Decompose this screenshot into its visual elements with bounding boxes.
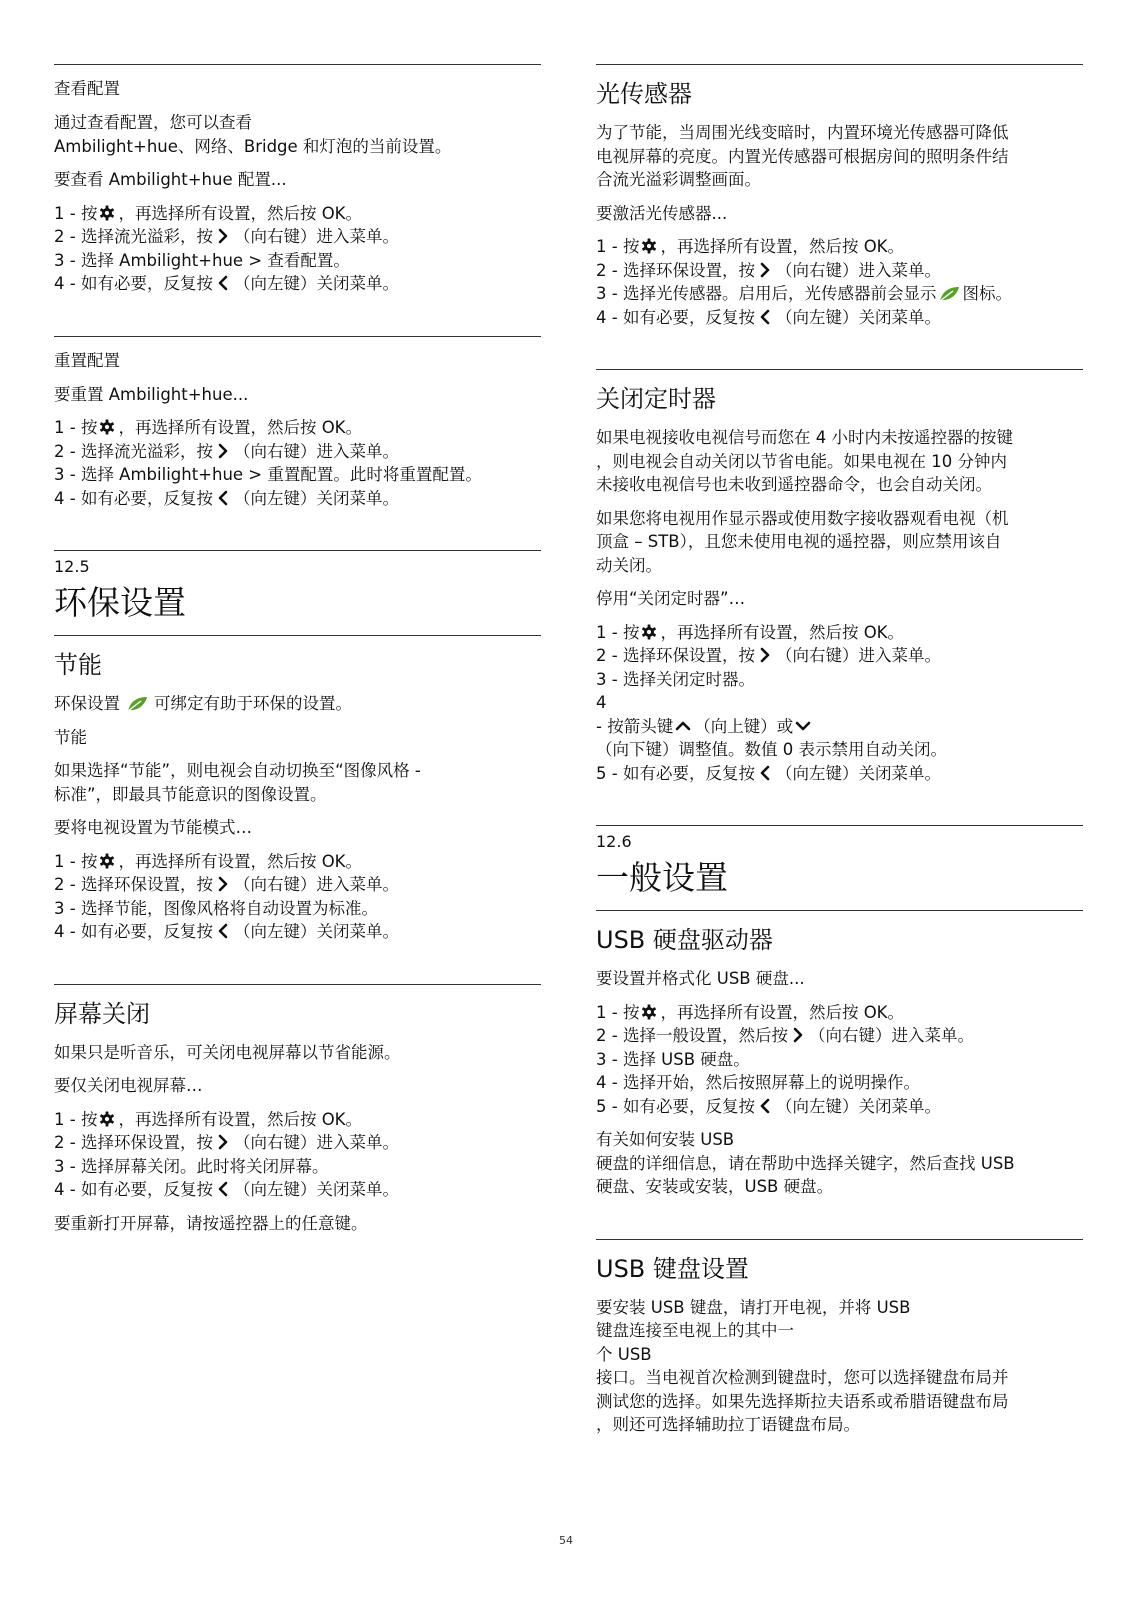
step-text: （向左键）关闭菜单。	[233, 1180, 399, 1199]
step-text: （向左键）关闭菜单。	[233, 274, 399, 293]
step-text: 5 - 如有必要，反复按	[596, 1096, 755, 1116]
gear-icon	[99, 853, 115, 869]
paragraph: 要安装 USB 键盘，请打开电视，并将 USB	[596, 1297, 911, 1317]
step-text: 4 - 如有必要，反复按	[54, 274, 213, 293]
step-text: - 按箭头键	[596, 716, 674, 736]
step	[54, 850, 541, 874]
section-title: 光传感器	[596, 80, 692, 108]
section-divider	[54, 984, 541, 985]
step-text: 2 - 选择环保设置，按	[54, 875, 213, 894]
chapter-title: 环保设置	[54, 583, 186, 622]
gear-icon	[641, 624, 657, 640]
chapter-title: 一般设置	[596, 858, 728, 897]
usb-keyboard-section	[596, 1239, 1083, 1437]
step-text: 2 - 选择环保设置，按	[596, 260, 755, 280]
section-title: 屏幕关闭	[54, 999, 150, 1028]
section-divider	[596, 64, 1083, 65]
step-text: （向左键）关闭菜单。	[775, 307, 941, 327]
paragraph: 如果只是听音乐，可关闭电视屏幕以节省能源。	[54, 1042, 401, 1062]
step-text: 5 - 如有必要，反复按	[596, 763, 755, 783]
chevron-right-icon	[757, 647, 773, 663]
chevron-right-icon	[215, 1134, 231, 1150]
screen-off-section	[54, 984, 541, 1236]
paragraph: 要仅关闭电视屏幕…	[54, 1076, 203, 1095]
left-column	[54, 64, 541, 1235]
step-text: ，再选择所有设置，然后按 OK。	[118, 851, 363, 871]
paragraph: 硬盘、安装或安装，USB 硬盘。	[596, 1177, 834, 1196]
paragraph: 硬盘的详细信息，请在帮助中选择关键字，然后查找 USB	[596, 1153, 1015, 1173]
paragraph: 要重新打开屏幕，请按遥控器上的任意键。	[54, 1213, 368, 1233]
step-text: 4 - 如有必要，反复按	[54, 488, 213, 508]
chevron-left-icon	[757, 1098, 773, 1114]
paragraph: 未接收电视信号也未收到遥控器命令，也会自动关闭。	[596, 475, 992, 494]
step-text: （向右键）进入菜单。	[808, 1026, 974, 1045]
step: 3 - 选择 Ambilight+hue > 查看配置。	[54, 250, 350, 270]
paragraph: 接口。当电视首次检测到键盘时，您可以选择键盘布局并	[596, 1368, 1009, 1387]
off-timer-section	[596, 369, 1083, 785]
step-text: 2 - 选择环保设置，按	[54, 1133, 213, 1152]
chevron-left-icon	[215, 1181, 231, 1197]
step	[54, 1178, 541, 1202]
chevron-left-icon	[215, 275, 231, 291]
paragraph: ，则还可选择辅助拉丁语键盘布局。	[596, 1415, 860, 1434]
chevron-left-icon	[757, 765, 773, 781]
step-text: 1 - 按	[54, 418, 98, 437]
chevron-right-icon	[790, 1027, 806, 1043]
section-title: 关闭定时器	[596, 385, 716, 413]
step	[54, 873, 541, 897]
step	[54, 1131, 541, 1155]
step-text: 4 - 如有必要，反复按	[54, 922, 213, 941]
chevron-up-icon	[675, 718, 691, 734]
step	[596, 644, 1083, 668]
step	[54, 272, 541, 296]
step: 3 - 选择 Ambilight+hue > 重置配置。此时将重置配置。	[54, 465, 482, 484]
eco-settings-chapter	[54, 550, 541, 636]
chevron-right-icon	[215, 443, 231, 459]
text: 可绑定有助于环保的设置。	[154, 694, 352, 713]
step-text: （向右键）进入菜单。	[233, 441, 399, 461]
paragraph: 为了节能，当周围光线变暗时，内置环境光传感器可降低	[596, 123, 1009, 142]
step-text: 1 - 按	[54, 851, 98, 871]
step	[54, 225, 541, 249]
step-text: （向右键）进入菜单。	[775, 646, 941, 665]
paragraph: 要查看 Ambilight+hue 配置...	[54, 170, 287, 189]
step: 3 - 选择节能，图像风格将自动设置为标准。	[54, 898, 378, 918]
step-text: 2 - 选择流光溢彩，按	[54, 441, 213, 461]
step-text: （向右键）进入菜单。	[233, 875, 399, 894]
step-text: （向左键）关闭菜单。	[233, 488, 399, 508]
section-divider	[54, 635, 541, 636]
step	[54, 416, 541, 440]
step-text: （向左键）关闭菜单。	[775, 1096, 941, 1116]
paragraph: 如果您将电视用作显示器或使用数字接收器观看电视（机	[596, 508, 1009, 528]
step-text: 1 - 按	[54, 1109, 98, 1129]
gear-icon	[641, 1004, 657, 1020]
chapter-number: 12.5	[54, 557, 90, 576]
paragraph: 要设置并格式化 USB 硬盘...	[596, 969, 805, 988]
section-title: USB 键盘设置	[596, 1254, 749, 1283]
right-column	[596, 64, 1083, 1437]
section-divider	[596, 369, 1083, 370]
eco-leaf-icon	[938, 286, 960, 302]
chevron-left-icon	[757, 309, 773, 325]
step: 3 - 选择屏幕关闭。此时将关闭屏幕。	[54, 1156, 329, 1176]
chevron-right-icon	[215, 876, 231, 892]
step-text: ，再选择所有设置，然后按 OK。	[660, 622, 905, 642]
usb-drive-section	[596, 925, 1083, 1199]
section-title: USB 硬盘驱动器	[596, 926, 773, 954]
step	[596, 621, 1083, 645]
step	[54, 487, 541, 511]
section-divider	[596, 910, 1083, 911]
step	[596, 1024, 1083, 1048]
gear-icon	[641, 238, 657, 254]
step-text: 2 - 选择流光溢彩，按	[54, 227, 213, 246]
step: 3 - 选择关闭定时器。	[596, 669, 755, 689]
gear-icon	[99, 205, 115, 221]
paragraph: 通过查看配置，您可以查看	[54, 113, 252, 132]
step: （向下键）调整值。数值 0 表示禁用自动关闭。	[596, 740, 947, 759]
section-title: 节能	[54, 651, 102, 679]
step	[54, 1108, 541, 1132]
step-text: 4 - 如有必要，反复按	[54, 1180, 213, 1199]
section-divider	[54, 64, 541, 65]
step-text: 3 - 选择光传感器。启用后，光传感器前会显示	[596, 284, 937, 303]
step-text: ，再选择所有设置，然后按 OK。	[118, 418, 363, 437]
step-text: 1 - 按	[596, 622, 640, 642]
chevron-down-icon	[795, 718, 811, 734]
paragraph: ，则电视会自动关闭以节省电能。如果电视在 10 分钟内	[596, 451, 1007, 471]
text: 环保设置	[54, 694, 120, 713]
chapter-divider	[54, 550, 541, 551]
section-divider	[596, 1239, 1083, 1240]
chevron-right-icon	[215, 228, 231, 244]
step-text: 2 - 选择环保设置，按	[596, 646, 755, 665]
paragraph: 动关闭。	[596, 555, 662, 575]
step-text: （向右键）进入菜单。	[233, 227, 399, 246]
paragraph: 要激活光传感器...	[596, 203, 728, 223]
step: 4	[596, 693, 607, 712]
step-text: （向左键）关闭菜单。	[233, 922, 399, 941]
step	[596, 282, 1083, 306]
view-config-section	[54, 64, 541, 296]
step-text: ，再选择所有设置，然后按 OK。	[118, 1109, 363, 1129]
paragraph: 如果电视接收电视信号而您在 4 小时内未按遥控器的按键	[596, 428, 1013, 447]
step-text: （向右键）进入菜单。	[233, 1133, 399, 1152]
section-divider	[54, 336, 541, 337]
step-text: 1 - 按	[596, 1002, 640, 1022]
paragraph: 合流光溢彩调整画面。	[596, 170, 761, 189]
paragraph: 电视屏幕的亮度。内置光传感器可根据房间的照明条件结	[596, 146, 1009, 166]
step	[54, 440, 541, 464]
paragraph: 顶盒 – STB），且您未使用电视的遥控器，则应禁用该自	[596, 532, 1002, 551]
step: 4 - 选择开始，然后按照屏幕上的说明操作。	[596, 1073, 920, 1092]
step-text: 2 - 选择一般设置，然后按	[596, 1026, 788, 1045]
step	[596, 715, 1083, 739]
paragraph: 标准”，即最具节能意识的图像设置。	[54, 784, 327, 804]
step-text: ，再选择所有设置，然后按 OK。	[118, 203, 363, 223]
page-number: 54	[559, 1534, 573, 1547]
chevron-right-icon	[757, 262, 773, 278]
paragraph: Ambilight+hue、网络、Bridge 和灯泡的当前设置。	[54, 136, 452, 156]
step	[54, 920, 541, 944]
gear-icon	[99, 419, 115, 435]
subheading: 节能	[54, 727, 87, 747]
paragraph: 测试您的选择。如果先选择斯拉夫语系或希腊语键盘布局	[596, 1391, 1009, 1411]
gear-icon	[99, 1111, 115, 1127]
step	[596, 235, 1083, 259]
step	[596, 762, 1083, 786]
light-sensor-section	[596, 64, 1083, 329]
paragraph: 个 USB	[596, 1344, 652, 1364]
step	[596, 1001, 1083, 1025]
paragraph: 键盘连接至电视上的其中一	[596, 1321, 794, 1340]
paragraph: 停用“关闭定时器”…	[596, 589, 746, 608]
chevron-left-icon	[215, 923, 231, 939]
section-title: 查看配置	[54, 79, 120, 98]
paragraph: 如果选择“节能”，则电视会自动切换至“图像风格 -	[54, 761, 421, 780]
reset-config-section	[54, 336, 541, 511]
section-title: 重置配置	[54, 350, 120, 370]
step	[596, 306, 1083, 330]
step-text: 4 - 如有必要，反复按	[596, 307, 755, 327]
step-text: 图标。	[962, 284, 1012, 303]
paragraph	[54, 692, 541, 716]
step-text: ，再选择所有设置，然后按 OK。	[660, 237, 905, 256]
step	[596, 259, 1083, 283]
step-text: ，再选择所有设置，然后按 OK。	[660, 1002, 905, 1022]
step-text: （向上键）或	[694, 716, 794, 736]
paragraph: 有关如何安装 USB	[596, 1130, 735, 1149]
step	[596, 1095, 1083, 1119]
step-text: 1 - 按	[54, 203, 98, 223]
step-text: （向左键）关闭菜单。	[775, 763, 941, 783]
energy-saving-section	[54, 650, 541, 944]
paragraph: 要重置 Ambilight+hue...	[54, 384, 249, 404]
eco-leaf-icon	[126, 696, 148, 712]
step	[54, 202, 541, 226]
paragraph: 要将电视设置为节能模式…	[54, 818, 252, 837]
chevron-left-icon	[215, 490, 231, 506]
step-text: （向右键）进入菜单。	[775, 260, 941, 280]
general-settings-chapter	[596, 825, 1083, 911]
chapter-divider	[596, 825, 1083, 826]
step: 3 - 选择 USB 硬盘。	[596, 1049, 750, 1069]
chapter-number: 12.6	[596, 832, 632, 851]
step-text: 1 - 按	[596, 237, 640, 256]
